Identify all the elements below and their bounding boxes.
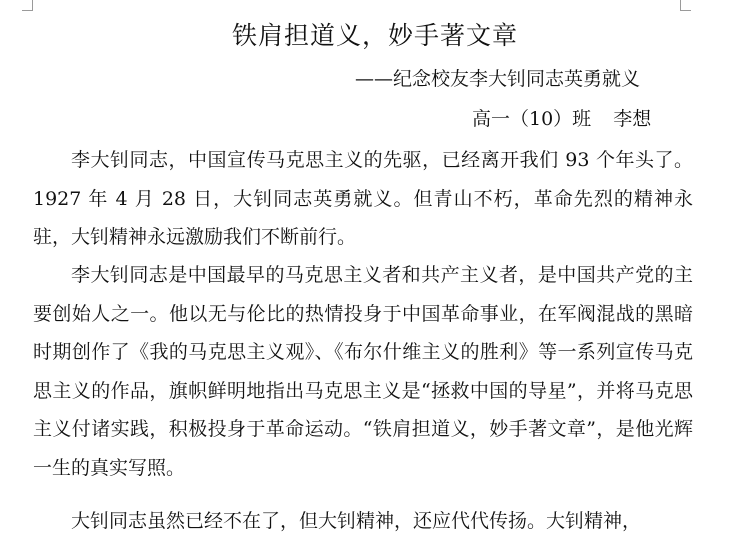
paragraph-3: 大钊同志虽然已经不在了，但大钊精神，还应代代传扬。大钊精神， bbox=[71, 510, 642, 532]
page-corner-mark-left bbox=[22, 0, 33, 11]
paragraph-1: 李大钊同志，中国宣传马克思主义的先驱，已经离开我们 93 个年头了。1927 年 4 月 28 日，大钊同志英勇就义。但青山不朽，革命先烈的精神永驻，大钊精神永远激励我们不断前行。 bbox=[33, 149, 693, 248]
article-byline bbox=[472, 106, 651, 132]
article-title: 铁肩担道义，妙手著文章 bbox=[231, 21, 518, 50]
paragraph-2: 李大钊同志是中国最早的马克思主义者和共产主义者，是中国共产党的主要创始人之一。他以无与伦比的热情投身于中国革命事业，在军阀混战的黑暗时期创作了《我的马克思主义观》、《布尔什维主义的胜利》等一系列宣传马克思主义的作品，旗帜鲜明地指出马克思主义是“拯救中国的导星”，并将马克思主义付诸实践，积极投身于革命运动。“铁肩担道义，妙手著文章”，是他光辉一生的真实写照。 bbox=[33, 264, 693, 479]
article-subtitle: ——纪念校友李大钊同志英勇就义 bbox=[355, 68, 641, 90]
byline-class: 高一（10）班 bbox=[472, 108, 592, 130]
page-corner-mark-right bbox=[680, 0, 691, 11]
byline-author: 李想 bbox=[613, 108, 652, 130]
